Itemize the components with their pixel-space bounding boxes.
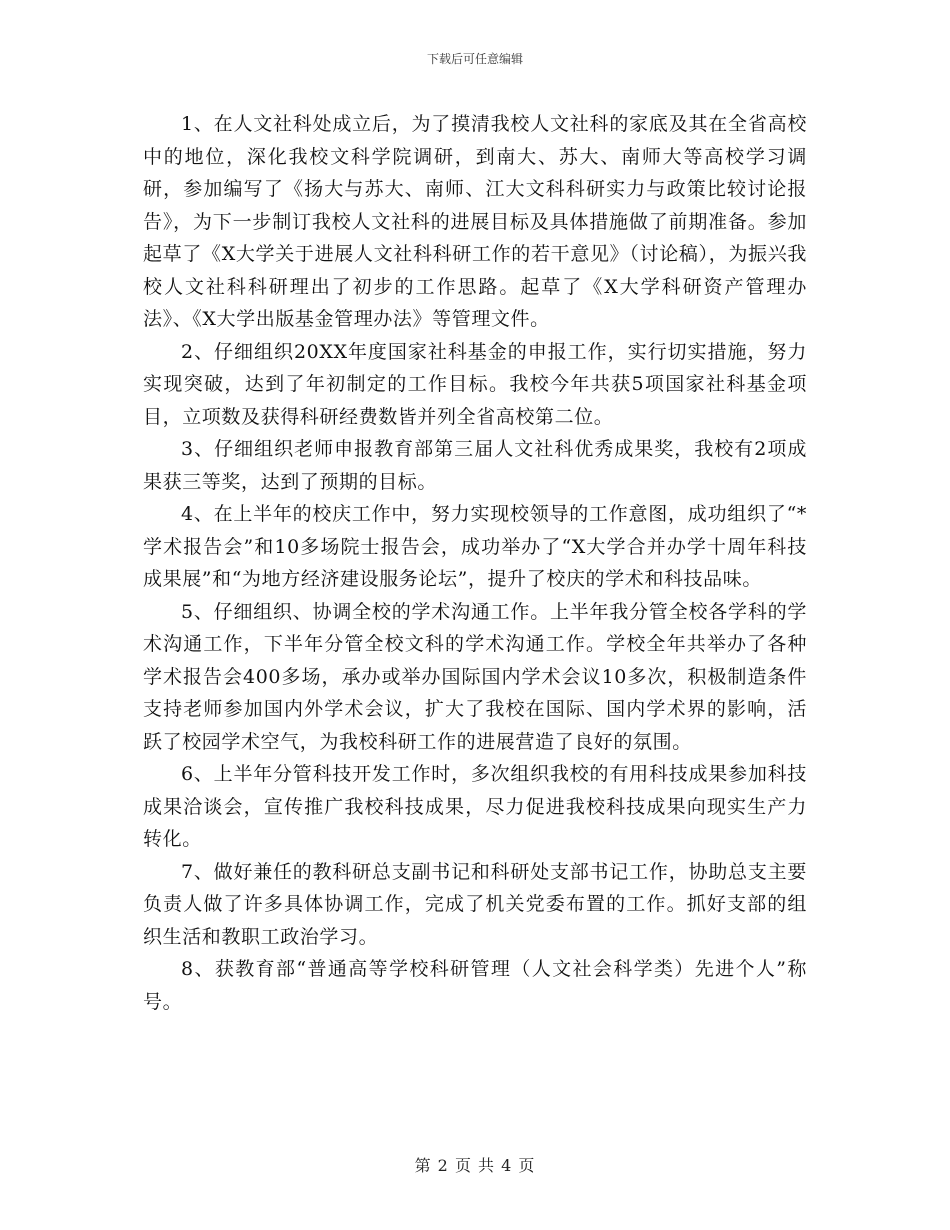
paragraph-6: 6、上半年分管科技开发工作时，多次组织我校的有用科技成果参加科技成果洽谈会，宣传推广我校科技成果，尽力促进我校科技成果向现实生产力转化。 <box>143 763 807 850</box>
paragraph-4: 4、在上半年的校庆工作中，努力实现校领导的工作意图，成功组织了“*学术报告会”和10多场院士报告会，成功举办了“X大学合并办学十周年科技成果展”和“为地方经济建设服务论坛”，提升了校庆的学术和科技品味。 <box>143 503 807 590</box>
page-footer: 第 2 页 共 4 页 <box>414 1156 536 1175</box>
page-header: 下载后可任意编辑 <box>426 52 523 66</box>
paragraph-2: 2、仔细组织20XX年度国家社科基金的申报工作，实行切实措施，努力实现突破，达到了年初制定的工作目标。我校今年共获5项国家社科基金项目，立项数及获得科研经费数皆并列全省高校第二位。 <box>143 340 807 428</box>
document-body <box>143 108 807 1018</box>
paragraph-8: 8、获教育部“普通高等学校科研管理（人文社会科学类）先进个人”称号。 <box>143 958 807 1013</box>
paragraph-1: 1、在人文社科处成立后，为了摸清我校人文社科的家底及其在全省高校中的地位，深化我校文科学院调研，到南大、苏大、南师大等高校学习调研，参加编写了《扬大与苏大、南师、江大文科科研实力与政策比较讨论报告》，为下一步制订我校人文社科的进展目标及具体措施做了前期准备。参加起草了《X大学关于进展人文社科科研工作的若干意见》（讨论稿），为振兴我校人文社科科研理出了初步的工作思路。起草了《X大学科研资产管理办法》、《X大学出版基金管理办法》等管理文件。 <box>143 113 807 330</box>
paragraph-7: 7、做好兼任的教科研总支副书记和科研处支部书记工作，协助总支主要负责人做了许多具体协调工作，完成了机关党委布置的工作。抓好支部的组织生活和教职工政治学习。 <box>143 860 807 948</box>
paragraph-5: 5、仔细组织、协调全校的学术沟通工作。上半年我分管全校各学科的学术沟通工作，下半年分管全校文科的学术沟通工作。学校全年共举办了各种学术报告会400多场，承办或举办国际国内学术会议10多次，积极制造条件支持老师参加国内外学术会议，扩大了我校在国际、国内学术界的影响，活跃了校园学术空气，为我校科研工作的进展营造了良好的氛围。 <box>143 600 807 753</box>
paragraph-3: 3、仔细组织老师申报教育部第三届人文社科优秀成果奖，我校有2项成果获三等奖，达到了预期的目标。 <box>143 438 807 493</box>
